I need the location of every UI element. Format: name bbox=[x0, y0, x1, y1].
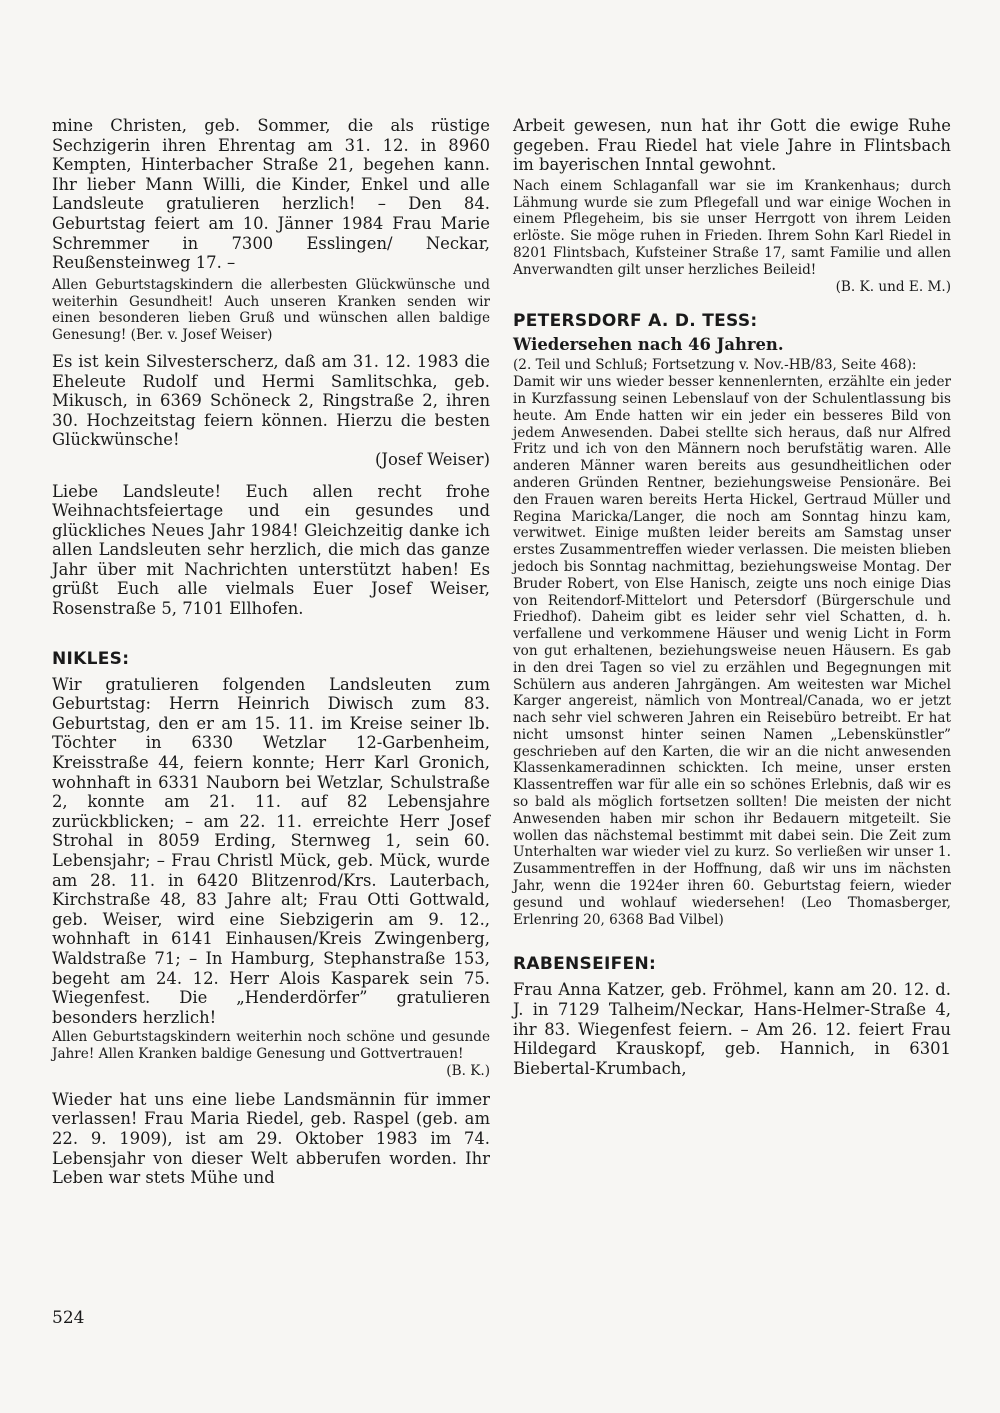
left-paragraph-2: Allen Geburtstagskindern die allerbesten Glückwünsche und weiterhin Gesundheit! Auch unseren Kranken senden wir einen besonderen lieben Gruß und wünschen allen baldige Genesung! (Ber. v. Josef Weiser) bbox=[52, 276, 490, 344]
right-paragraph-4: Damit wir uns wieder besser kennenlernten, erzählte ein jeder in Kurzfassung seinen Lebenslauf von der Schulentlassung bis heute. Am Ende hatten wir ein jeder ein besseres Bild von jedem Anwesenden. Dabei stellte sich heraus, daß nur Alfred Fritz und ich von den Männern noch berufstätig waren. Alle anderen Männer waren bereits aus gesundheitlichen oder anderen Gründen Rentner, beziehungsweise Pensionäre. Bei den Frauen waren bereits Herta Hickel, Gertraud Müller und Regina Maricka/Langer, die noch am Sonntag hinzu kam, verwitwet. Einige mußten leider bereits am Samstag unser erstes Zusammentreffen wieder verlassen. Die meisten blieben jedoch bis Sonntag nachmittag, beziehungsweise Montag. Der Bruder Robert, von Else Hanisch, zeigte uns noch einige Dias von Reitendorf-Mittelort und Petersdorf (Bürgerschule und Friedhof). Daheim gibt es leider sehr viel Schatten, d. h. verfallene und verkommene Häuser und wenig Licht in Form von gut erhaltenen, beziehungsweise neuen Häusern. Es gab in den drei Tagen so viel zu erzählen und Begegnungen mit Schülern aus anderen Jahrgängen. Am weitesten war Michel Karger angereist, nämlich von Montreal/Canada, wo er jetzt nach sehr viel schweren Jahren ein Reisebüro betreibt. Er hat nicht umsonst hinter seinen Namen „Lebenskünstler” geschrieben auf den Karten, die wir an die nicht anwesenden Klassenkameradinnen schickten. Ich meine, unser ersten Klassentreffen war für alle ein so schönes Erlebnis, daß wir es so bald als möglich fortsetzen sollten! Die meisten der nicht Anwesenden haben mir schon ihr Bedauern mitgeteilt. Sie wollen das nächstemal bestimmt mit dabei sein. Die Zeit zum Unterhalten war wieder viel zu kurz. So verließen wir unser 1. Zusammentreffen in der Hoffnung, daß wir uns im nächsten Jahr, wenn die 1924er ihren 60. Geburtstag feiern, wieder gesund und wohlauf wiedersehen! (Leo Thomasberger, Erlenring 20, 6368 Bad Vilbel) bbox=[513, 374, 951, 928]
left-paragraph-5: Wir gratulieren folgenden Landsleuten zum Geburtstag: Herrn Heinrich Diwisch zum 83. Geburtstag, den er am 15. 11. im Kreise seiner lb. Töchter in 6330 Wetzlar 12-Garbenheim, Kreisstraße 44, feiern konnte; Herr Karl Gronich, wohnhaft in 6331 Nauborn bei Wetzlar, Schulstraße 2, konnte am 21. 11. auf 82 Lebensjahre zurückblicken; – am 22. 11. erreichte Herr Josef Strohal in 8059 Erding, Sternweg 1, sein 60. Lebensjahr; – Frau Christl Mück, geb. Mück, wurde am 28. 11. in 6420 Blitzenrod/Krs. Lauterbach, Kirchstraße 48, 83 Jahre alt; Frau Otti Gottwald, geb. Weiser, wird eine Siebzigerin am 9. 12., wohnhaft in 6141 Einhausen/Kreis Zwingenberg, Waldstraße 71; – In Hamburg, Stephanstraße 153, begeht am 24. 12. Herr Alois Kasparek sein 75. Wiegenfest. Die „Henderdörfer” gratulieren besonders herzlich! bbox=[52, 674, 490, 1027]
left-paragraph-6: Allen Geburtstagskindern weiterhin noch schöne und gesunde Jahre! Allen Kranken baldige Genesung und Gottvertrauen! bbox=[52, 1029, 490, 1063]
section-heading-nikles: NIKLES: bbox=[52, 648, 130, 669]
section-heading-rabenseifen: RABENSEIFEN: bbox=[513, 954, 657, 975]
section-heading-petersdorf: PETERSDORF A. D. TESS: bbox=[513, 311, 758, 332]
right-paragraph-3: (2. Teil und Schluß; Fortsetzung v. Nov.-HB/83, Seite 468): bbox=[513, 357, 917, 374]
right-signature-1: (B. K. und E. M.) bbox=[835, 278, 951, 295]
article-subheading: Wiedersehen nach 46 Jahren. bbox=[513, 335, 784, 355]
left-signature-2: (B. K.) bbox=[446, 1062, 490, 1079]
left-paragraph-7: Wieder hat uns eine liebe Landsmännin für immer verlassen! Frau Maria Riedel, geb. Raspel (geb. am 22. 9. 1909), ist am 29. Oktober 1983 im 74. Lebensjahr von dieser Welt abberufen worden. Ihr Leben war stets Mühe und bbox=[52, 1089, 490, 1188]
left-paragraph-1: mine Christen, geb. Sommer, die als rüstige Sechzigerin ihren Ehrentag am 31. 12. in 8960 Kempten, Hinterbacher Straße 21, begehen kann. Ihr lieber Mann Willi, die Kinder, Enkel und alle Landsleute gratulieren herzlich! – Den 84. Geburtstag feiert am 10. Jänner 1984 Frau Marie Schremmer in 7300 Esslingen/ Neckar, Reußensteinweg 17. – bbox=[52, 116, 490, 273]
right-paragraph-2: Nach einem Schlaganfall war sie im Krankenhaus; durch Lähmung wurde sie zum Pflegefall und war einige Wochen in einem Pflegeheim, bis sie unser Herrgott von ihrem Leiden erlöste. Sie möge ruhen in Frieden. Ihrem Sohn Karl Riedel in 8201 Flintsbach, Kufsteiner Straße 17, samt Familie und allen Anverwandten gilt unser herzliches Beileid! bbox=[513, 177, 951, 278]
left-paragraph-3: Es ist kein Silvesterscherz, daß am 31. 12. 1983 die Eheleute Rudolf und Hermi Samlitschka, geb. Mikusch, in 6369 Schöneck 2, Ringstraße 2, ihren 30. Hochzeitstag feiern können. Hierzu die besten Glückwünsche! bbox=[52, 351, 490, 450]
right-paragraph-5: Frau Anna Katzer, geb. Fröhmel, kann am 20. 12. d. J. in 7129 Talheim/Neckar, Hans-Helmer-Straße 4, ihr 83. Wiegenfest feiern. – Am 26. 12. feiert Frau Hildegard Krauskopf, geb. Hannich, in 6301 Biebertal-Krumbach, bbox=[513, 980, 951, 1078]
right-paragraph-1: Arbeit gewesen, nun hat ihr Gott die ewige Ruhe gegeben. Frau Riedel hat viele Jahre in Flintsbach im bayerischen Inntal gewohnt. bbox=[513, 116, 951, 175]
left-column bbox=[52, 116, 490, 1188]
left-paragraph-4: Liebe Landsleute! Euch allen recht frohe Weihnachtsfeiertage und ein gesundes und glückliches Neues Jahr 1984! Gleichzeitig danke ich allen Landsleuten sehr herzlich, die mich das ganze Jahr über mit Nachrichten unterstützt haben! Es grüßt Euch alle vielmals Euer Josef Weiser, Rosenstraße 5, 7101 Ellhofen. bbox=[52, 481, 490, 619]
page-number: 524 bbox=[52, 1308, 85, 1328]
left-signature-1: (Josef Weiser) bbox=[374, 449, 490, 469]
right-column bbox=[513, 116, 951, 1078]
